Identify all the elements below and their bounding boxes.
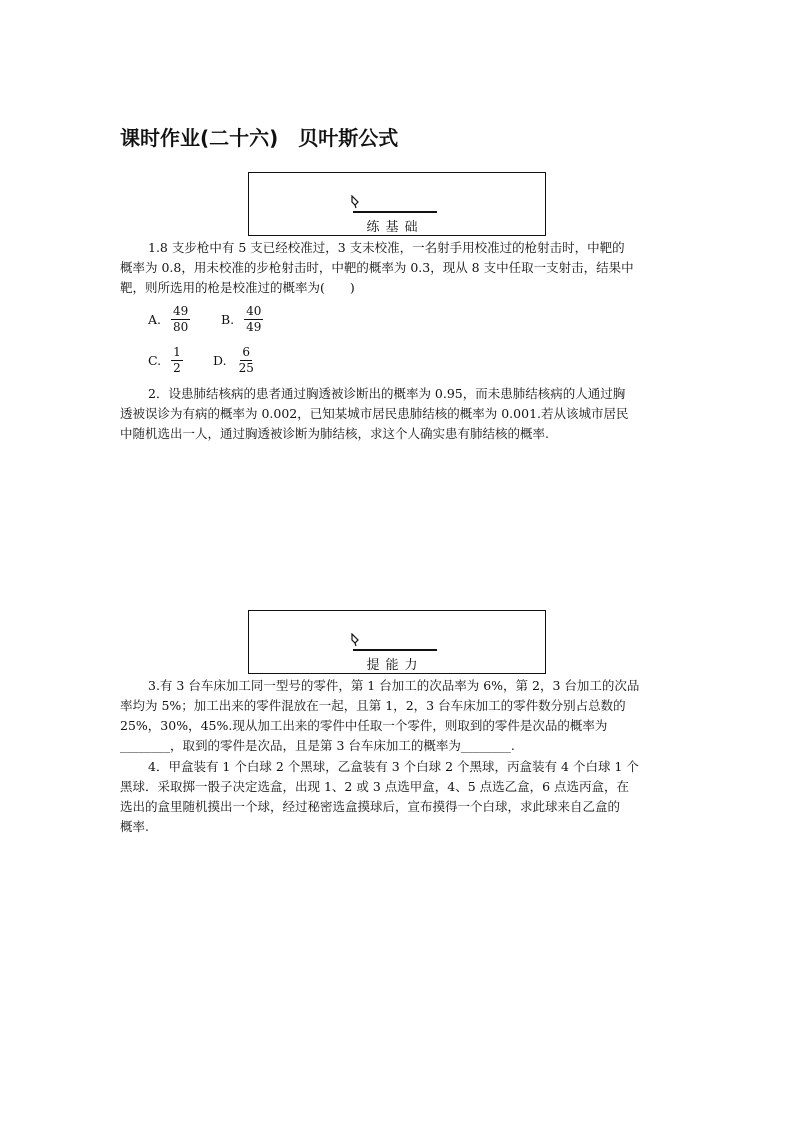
option-a-numerator: 49 [173,304,189,318]
question-2-line: 透被误诊为有病的概率为 0.002，已知某城市居民患肺结核的概率为 0.001.若从该城市居民 [120,406,629,421]
option-c-denominator: 2 [173,361,181,375]
section-basic-box [248,172,546,236]
option-b [221,304,263,335]
question-1-line: 1.8 支步枪中有 5 支已经校准过，3 支未校准，一名射手用校准过的枪射击时，中靶的 [148,240,625,255]
option-d-numerator: 6 [242,345,251,359]
option-b-denominator: 49 [246,320,262,334]
question-3-text [120,676,676,756]
section-advanced-rule [353,649,437,651]
question-3-line: 3.有 3 台车床加工同一型号的零件，第 1 台加工的次品率为 6%，第 2，3 台加工的次品 [148,678,640,693]
question-4-line: 黑球．采取掷一骰子决定选盒，出现 1、2 或 3 点选甲盒，4、5 点选乙盒，6 点选丙盒，在 [120,779,630,794]
option-b-letter: B. [221,312,235,327]
question-4-line: 概率. [120,819,149,834]
question-3-line: 率均为 5%；加工出来的零件混放在一起，且第 1，2，3 台车床加工的零件数分别占总数的 [120,698,626,713]
page-title: 课时作业(二十六) 贝叶斯公式 [120,126,399,150]
option-a-fraction [171,304,190,335]
section-basic-rule [353,211,437,213]
option-a-letter: A. [148,312,162,327]
option-d-letter: D. [213,353,227,368]
question-1-line: 靶，则所选用的枪是校准过的概率为( ) [120,280,355,295]
option-b-fraction [244,304,263,335]
question-1-text [120,238,676,298]
section-basic-label: 练基础 [366,220,424,235]
question-3-line: 25%，30%，45%.现从加工出来的零件中任取一个零件，则取到的零件是次品的概率为 [120,718,608,733]
question-3-line: ________，取到的零件是次品，且是第 3 台车床加工的概率为________. [120,738,515,753]
option-c [148,345,183,376]
option-a [148,304,190,335]
question-4-line: 选出的盒里随机摸出一个球，经过秘密选盒摸球后，宣布摸得一个白球，求此球来自乙盒的 [120,799,621,814]
option-d-fraction [237,345,256,376]
option-b-numerator: 40 [246,304,262,318]
option-c-numerator: 1 [173,345,181,359]
pen-icon [349,633,363,647]
option-d [213,345,256,376]
option-c-letter: C. [148,353,162,368]
question-4-line: 4．甲盒装有 1 个白球 2 个黑球，乙盒装有 3 个白球 2 个黑球，丙盒装有 4 个白球 1 个 [148,759,639,774]
question-2-text [120,384,676,444]
question-4-text [120,757,676,837]
option-c-fraction [171,345,183,376]
option-a-denominator: 80 [173,320,189,334]
question-1-line: 概率为 0.8，用未校准的步枪射击时，中靶的概率为 0.3，现从 8 支中任取一支射击，结果中 [120,260,634,275]
section-advanced-label: 提能力 [366,658,424,673]
question-2-line: 2．设患肺结核病的患者通过胸透被诊断出的概率为 0.95，而未患肺结核病的人通过胸 [148,386,626,401]
pen-icon [349,195,363,209]
question-2-line: 中随机选出一人，通过胸透被诊断为肺结核，求这个人确实患有肺结核的概率. [120,426,549,441]
option-d-denominator: 25 [238,361,254,375]
section-advanced-box [248,610,546,674]
